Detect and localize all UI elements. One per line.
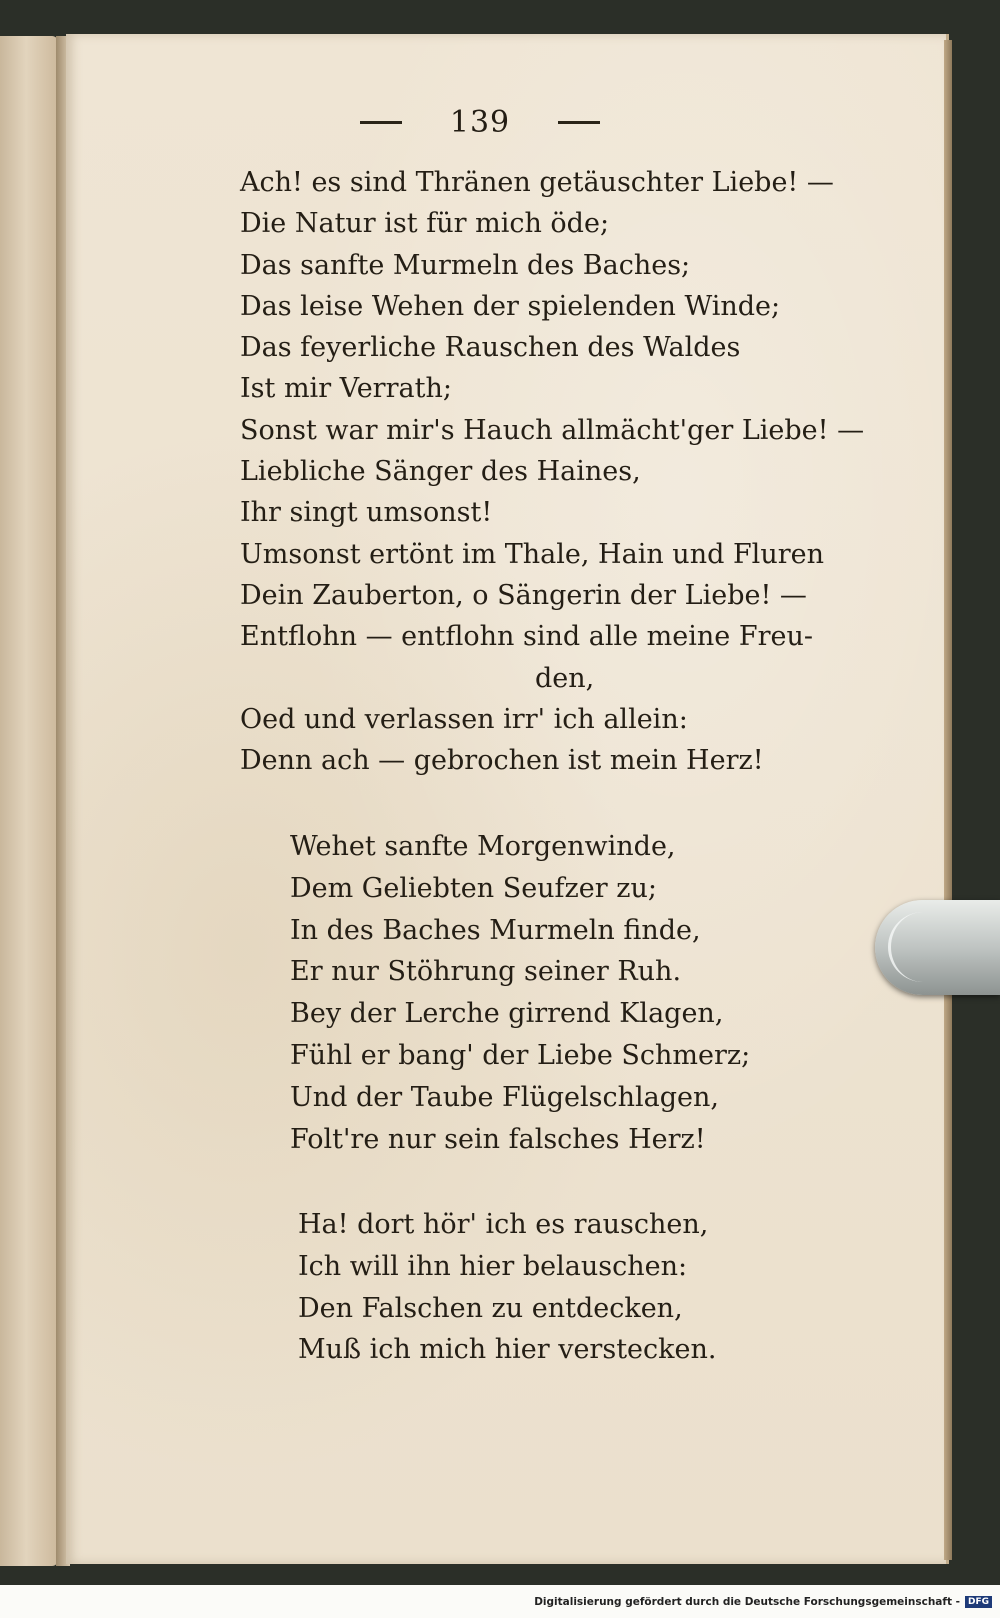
verse-line: Sonst war mir's Hauch allmächt'ger Liebe! — <box>240 414 865 446</box>
page-stack-edge <box>944 40 952 1560</box>
facing-page-edge <box>0 36 58 1566</box>
verse-line: Dein Zauberton, o Sängerin der Liebe! — <box>240 579 807 611</box>
verse-line: Ha! dort hör' ich es rauschen, <box>298 1209 709 1240</box>
verse-block-2 <box>290 826 750 1160</box>
verse-line: Entflohn — entflohn sind alle meine Freu- <box>240 621 813 653</box>
verse-line: Fühl er bang' der Liebe Schmerz; <box>290 1039 751 1071</box>
verse-line: Ihr singt umsonst! <box>240 497 493 529</box>
verse-line: Bey der Lerche girrend Klagen, <box>290 998 724 1030</box>
page-clip-highlight <box>888 912 951 982</box>
digitization-footer <box>0 1586 1000 1618</box>
verse-block-3 <box>298 1204 716 1371</box>
verse-line: Das sanfte Murmeln des Baches; <box>240 249 691 281</box>
verse-line: Den Falschen zu entdecken, <box>298 1292 683 1324</box>
verse-block-1 <box>240 162 865 781</box>
verse-line: Die Natur ist für mich öde; <box>240 208 610 240</box>
verse-line: Muß ich mich hier verstecken. <box>298 1334 717 1366</box>
page-header <box>360 100 600 144</box>
verse-line: Dem Geliebten Seufzer zu; <box>290 872 657 904</box>
verse-line: Das leise Wehen der spielenden Winde; <box>240 290 781 322</box>
verse-line: Umsonst ertönt im Thale, Hain und Fluren <box>240 538 824 570</box>
verse-line: Das feyerliche Rauschen des Waldes <box>240 332 741 364</box>
verse-line-continuation: den, <box>535 662 595 694</box>
verse-line: Ich will ihn hier belauschen: <box>298 1250 688 1282</box>
verse-line: Ist mir Verrath; <box>240 373 452 405</box>
header-dash-left <box>360 121 402 124</box>
verse-line: Er nur Stöhrung seiner Ruh. <box>290 956 682 988</box>
verse-line: Oed und verlassen irr' ich allein: <box>240 703 688 735</box>
verse-line: Folt're nur sein falsches Herz! <box>290 1123 706 1155</box>
funding-credit: Digitalisierung gefördert durch die Deutsche Forschungsgemeinschaft - <box>534 1596 960 1608</box>
verse-line: Liebliche Sänger des Haines, <box>240 456 641 488</box>
verse-line: Wehet sanfte Morgenwinde, <box>290 831 676 862</box>
dfg-logo: DFG <box>965 1596 992 1608</box>
page-number: 139 <box>449 104 511 140</box>
verse-line: Ach! es sind Thränen getäuschter Liebe! — <box>240 167 834 198</box>
verse-line: In des Baches Murmeln finde, <box>290 914 701 946</box>
header-dash-right <box>558 121 600 124</box>
verse-line: Und der Taube Flügelschlagen, <box>290 1081 719 1113</box>
verse-line: Denn ach — gebrochen ist mein Herz! <box>240 745 764 777</box>
